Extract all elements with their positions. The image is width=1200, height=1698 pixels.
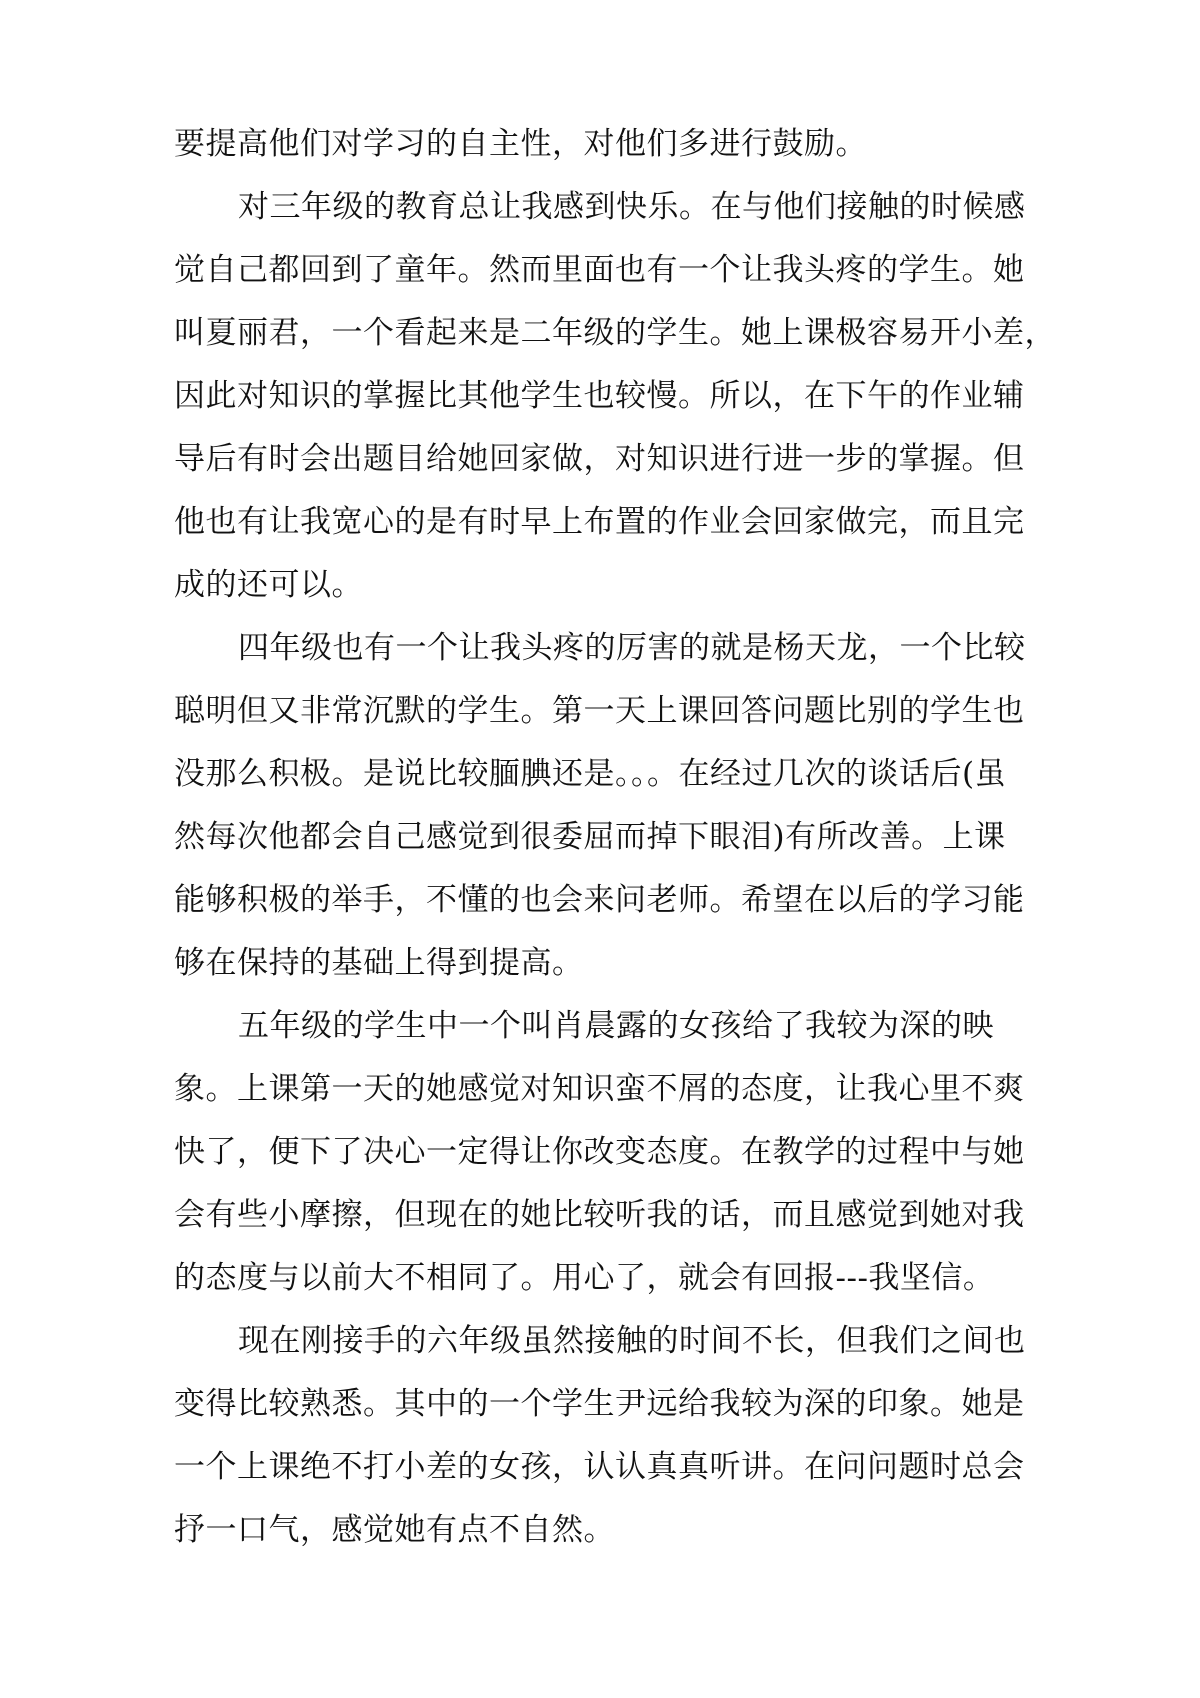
text-line: 够在保持的基础上得到提高。 — [174, 945, 584, 981]
text-line: 的态度与以前大不相同了。用心了，就会有回报---我坚信。 — [174, 1260, 995, 1296]
text-line: 变得比较熟悉。其中的一个学生尹远给我较为深的印象。她是 — [174, 1386, 1025, 1422]
text-line: 能够积极的举手，不懂的也会来问老师。希望在以后的学习能 — [174, 882, 1025, 918]
text-line: 要提高他们对学习的自主性，对他们多进行鼓励。 — [174, 126, 867, 162]
text-line: 没那么积极。是说比较腼腆还是。。。在经过几次的谈话后(虽 — [174, 756, 1007, 792]
text-line: 他也有让我宽心的是有时早上布置的作业会回家做完，而且完 — [174, 504, 1025, 540]
text-line: 一个上课绝不打小差的女孩，认认真真听讲。在问问题时总会 — [174, 1449, 1025, 1485]
text-line: 然每次他都会自己感觉到很委屈而掉下眼泪)有所改善。上课 — [174, 819, 1006, 855]
text-line: 象。上课第一天的她感觉对知识蛮不屑的态度，让我心里不爽 — [174, 1071, 1025, 1107]
text-line: 快了，便下了决心一定得让你改变态度。在教学的过程中与她 — [174, 1134, 1025, 1170]
paragraph-0 — [174, 113, 1034, 176]
paragraph-1 — [174, 176, 1056, 617]
text-line: 对三年级的教育总让我感到快乐。在与他们接触的时候感 — [238, 189, 1026, 225]
paragraph-3 — [174, 995, 1034, 1310]
body-text — [174, 113, 1056, 1562]
text-line: 导后有时会出题目给她回家做，对知识进行进一步的掌握。但 — [174, 441, 1025, 477]
text-line: 聪明但又非常沉默的学生。第一天上课回答问题比别的学生也 — [174, 693, 1025, 729]
text-line: 抒一口气，感觉她有点不自然。 — [174, 1512, 615, 1548]
text-line: 现在刚接手的六年级虽然接触的时间不长，但我们之间也 — [238, 1323, 1026, 1359]
text-line: 叫夏丽君，一个看起来是二年级的学生。她上课极容易开小差， — [174, 315, 1056, 351]
text-line: 五年级的学生中一个叫肖晨露的女孩给了我较为深的映 — [238, 1008, 994, 1044]
paragraph-4 — [174, 1310, 1034, 1562]
text-line: 因此对知识的掌握比其他学生也较慢。所以，在下午的作业辅 — [174, 378, 1025, 414]
paragraph-2 — [174, 617, 1034, 995]
text-line: 四年级也有一个让我头疼的厉害的就是杨天龙，一个比较 — [238, 630, 1026, 666]
text-line: 成的还可以。 — [174, 567, 363, 603]
text-line: 会有些小摩擦，但现在的她比较听我的话，而且感觉到她对我 — [174, 1197, 1025, 1233]
text-line: 觉自己都回到了童年。然而里面也有一个让我头疼的学生。她 — [174, 252, 1025, 288]
